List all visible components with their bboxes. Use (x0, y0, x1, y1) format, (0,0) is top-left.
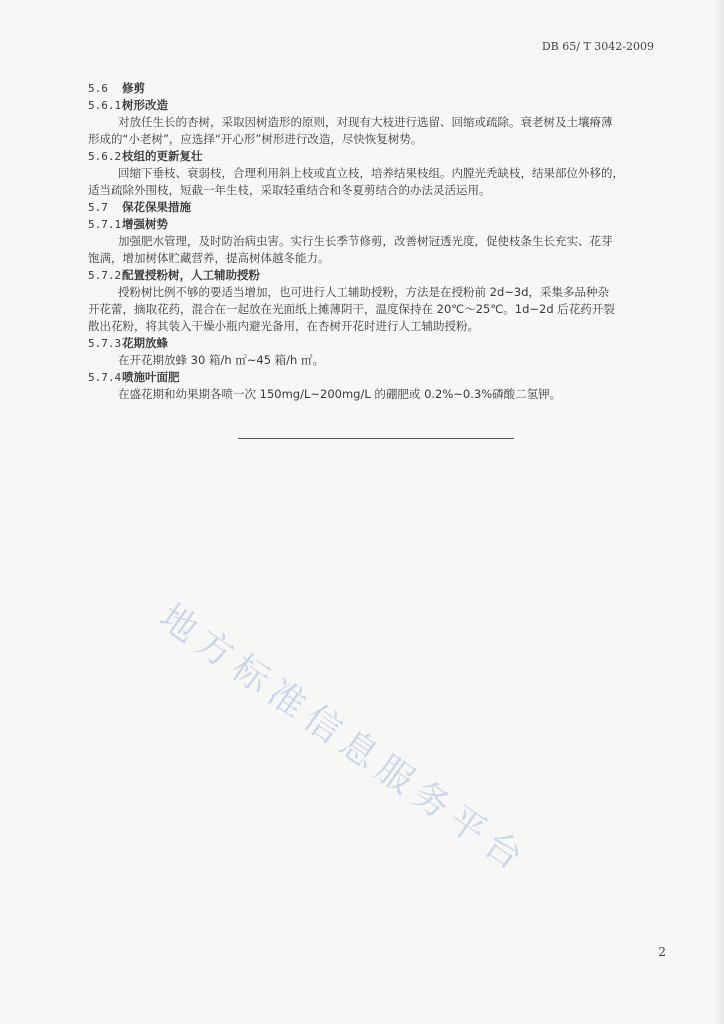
paragraph-line: 回缩下垂枝、衰弱枝，合理利用斜上枝或直立枝，培养结果枝组。内膛光秃缺枝，结果部位外移的， (118, 166, 624, 180)
section-number: 5.7 (88, 201, 108, 214)
paragraph-line: 散出花粉，将其装入干燥小瓶内避光备用，在杏树开花时进行人工辅助授粉。 (88, 319, 479, 333)
paragraph-line: 在盛花期和幼果期各喷一次 150mg/L~200mg/L 的硼肥或 0.2%~0.3%磷酸二氢钾。 (118, 387, 562, 401)
section-title: 花期放蜂 (122, 336, 168, 350)
document-code: DB 65/ T 3042-2009 (541, 40, 654, 53)
paragraph-line: 在开花期放蜂 30 箱/h ㎡~45 箱/h ㎡。 (118, 353, 325, 367)
section-title: 保花保果措施 (122, 200, 191, 214)
section-heading (88, 335, 678, 352)
section-title: 枝组的更新复壮 (122, 149, 203, 163)
end-rule (238, 438, 514, 439)
section-number: 5.7.1 (88, 218, 122, 231)
paragraph-line: 饱满，增加树体贮藏营养，提高树体越冬能力。 (88, 251, 330, 265)
section-number: 5.6.2 (88, 150, 122, 163)
watermark: 地方标准信息服务平台 (151, 596, 536, 883)
section-title: 增强树势 (122, 217, 168, 231)
paragraph-line: 授粉树比例不够的要适当增加，也可进行人工辅助授粉，方法是在授粉前 2d~3d，采集多品种杂 (118, 285, 610, 299)
paragraph-line: 适当疏除外围枝，短截一年生枝，采取轻重结合和冬夏剪结合的办法灵活运用。 (88, 183, 491, 197)
section-number: 5.6 (88, 82, 108, 95)
section-heading (88, 216, 678, 233)
section-heading (88, 97, 678, 114)
section-heading (88, 148, 678, 165)
section-number: 5.7.4 (88, 371, 122, 384)
section-number: 5.6.1 (88, 99, 122, 112)
scan-edge (714, 0, 724, 1024)
section-title: 配置授粉树，人工辅助授粉 (122, 268, 260, 282)
page-number: 2 (658, 945, 666, 959)
paragraph-line: 开花蕾，摘取花药，混合在一起放在光面纸上摊薄阴干，温度保持在 20℃～25℃。1d~2d 后花药开裂 (88, 302, 615, 316)
paragraph-line: 对放任生长的杏树，采取因树造形的原则，对现有大枝进行选留、回缩或疏除。衰老树及土壤瘠薄 (118, 115, 613, 129)
section-heading (88, 199, 678, 216)
section-heading (88, 267, 678, 284)
section-title: 修剪 (122, 81, 145, 95)
paragraph-line: 形成的“小老树”，应选择“开心形”树形进行改造，尽快恢复树势。 (88, 132, 423, 146)
section-title: 树形改造 (122, 98, 168, 112)
section-title: 喷施叶面肥 (122, 370, 180, 384)
section-heading (88, 80, 678, 97)
section-number: 5.7.2 (88, 269, 122, 282)
section-heading (88, 369, 678, 386)
paragraph-line: 加强肥水管理，及时防治病虫害。实行生长季节修剪，改善树冠透光度，促使枝条生长充实、花芽 (118, 234, 613, 248)
section-number: 5.7.3 (88, 337, 122, 350)
document-body (88, 80, 678, 403)
